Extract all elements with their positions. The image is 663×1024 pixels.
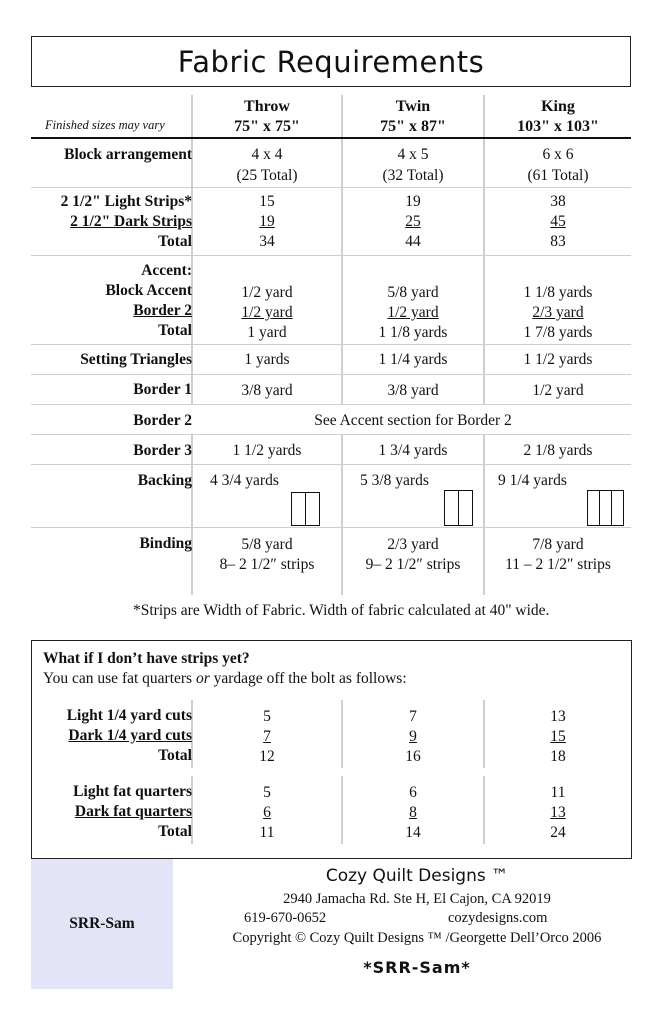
backing-panel-icon — [611, 490, 624, 526]
block-accent-value: 5/8 yard — [387, 284, 439, 301]
strips-total-value: 34 — [259, 233, 275, 250]
row-divider — [31, 527, 631, 528]
accent-border2-label: Border 2 — [133, 302, 192, 319]
backing-value: 5 3/8 yards — [360, 472, 429, 489]
accent-border2-value: 1/2 yard — [387, 304, 439, 321]
light-quarter-label: Light 1/4 yard cuts — [66, 707, 192, 724]
dark-quarter-value: 15 — [550, 728, 566, 745]
binding-strips: 8– 2 1/2″ strips — [219, 556, 315, 573]
light-strips-value: 38 — [550, 193, 566, 210]
dark-quarter-value: 9 — [409, 728, 417, 745]
binding-label: Binding — [139, 535, 192, 552]
company-phone: 619-670-0652 — [244, 910, 327, 926]
dark-strips-label: 2 1/2" Dark Strips — [70, 213, 192, 230]
pattern-code: *SRR-Sam* — [363, 958, 471, 977]
dark-fat-quarter-label: Dark fat quarters — [74, 803, 192, 820]
backing-panel-icon — [444, 490, 459, 526]
light-quarter-value: 7 — [409, 708, 417, 725]
fat-quarter-total-label: Total — [158, 823, 192, 840]
backing-value: 4 3/4 yards — [210, 472, 279, 489]
company-address: 2940 Jamacha Rd. Ste H, El Cajon, CA 92019 — [283, 891, 551, 907]
column-size-king: 103" x 103" — [517, 118, 599, 135]
column-size-throw: 75" x 75" — [234, 118, 300, 135]
border3-value: 2 1/8 yards — [523, 442, 593, 459]
binding-yards: 5/8 yard — [241, 536, 293, 553]
setting-triangles-value: 1 1/4 yards — [378, 351, 448, 368]
accent-border2-value: 1/2 yard — [241, 304, 293, 321]
light-fat-quarter-value: 6 — [409, 784, 417, 801]
dark-fat-quarter-value: 13 — [550, 804, 566, 821]
binding-strips: 11 – 2 1/2″ strips — [505, 556, 611, 573]
border1-label: Border 1 — [133, 381, 192, 398]
block-value: 6 x 6 — [542, 146, 574, 163]
accent-heading: Accent: — [141, 262, 192, 279]
column-size-twin: 75" x 87" — [380, 118, 446, 135]
alt-instructions: You can use fat quarters or yardage off the bolt as follows: — [43, 670, 407, 687]
dark-quarter-value: 7 — [263, 728, 271, 745]
backing-label: Backing — [137, 472, 192, 489]
block-accent-label: Block Accent — [105, 282, 192, 299]
header-rule — [31, 137, 631, 139]
finished-size-note: Finished sizes may vary — [45, 118, 165, 132]
setting-triangles-value: 1 yards — [244, 351, 290, 368]
accent-total-value: 1 1/8 yards — [378, 324, 448, 341]
dark-strips-value: 45 — [550, 213, 566, 230]
row-divider — [31, 434, 631, 435]
quarter-total-value: 18 — [550, 748, 566, 765]
page-title: Fabric Requirements — [177, 44, 485, 79]
fat-quarter-total-value: 24 — [550, 824, 566, 841]
footnote: *Strips are Width of Fabric. Width of fabric calculated at 40" wide. — [133, 602, 550, 619]
accent-total-value: 1 yard — [247, 324, 287, 341]
accent-total-value: 1 7/8 yards — [523, 324, 593, 341]
border1-value: 3/8 yard — [387, 382, 439, 399]
accent-border2-value: 2/3 yard — [532, 304, 584, 321]
light-quarter-value: 13 — [550, 708, 566, 725]
block-total: (25 Total) — [236, 167, 298, 184]
border2-note: See Accent section for Border 2 — [314, 412, 512, 429]
setting-triangles-value: 1 1/2 yards — [523, 351, 593, 368]
border1-value: 3/8 yard — [241, 382, 293, 399]
backing-panel-icon — [458, 490, 473, 526]
border2-label: Border 2 — [133, 412, 192, 429]
block-accent-value: 1 1/8 yards — [523, 284, 593, 301]
light-strips-value: 19 — [405, 193, 421, 210]
backing-value: 9 1/4 yards — [498, 472, 567, 489]
fat-quarter-total-value: 11 — [259, 824, 275, 841]
setting-triangles-label: Setting Triangles — [80, 351, 192, 368]
light-strips-value: 15 — [259, 193, 275, 210]
row-divider — [31, 374, 631, 375]
dark-fat-quarter-value: 6 — [263, 804, 271, 821]
light-fat-quarter-value: 5 — [263, 784, 271, 801]
block-arrangement-label: Block arrangement — [64, 146, 192, 163]
quarter-total-label: Total — [158, 747, 192, 764]
row-divider — [31, 344, 631, 345]
column-name-throw: Throw — [244, 98, 290, 115]
company-name: Cozy Quilt Designs ™ — [325, 866, 509, 886]
fat-quarter-total-value: 14 — [405, 824, 421, 841]
alt-question: What if I don’t have strips yet? — [43, 650, 250, 667]
block-total: (61 Total) — [527, 167, 589, 184]
strips-total-value: 44 — [405, 233, 421, 250]
dark-fat-quarter-value: 8 — [409, 804, 417, 821]
border3-label: Border 3 — [133, 442, 192, 459]
block-value: 4 x 5 — [397, 146, 429, 163]
quarter-total-value: 16 — [405, 748, 421, 765]
strips-total-label: Total — [158, 233, 192, 250]
light-fat-quarter-value: 11 — [550, 784, 566, 801]
column-name-twin: Twin — [395, 98, 431, 115]
dark-strips-value: 25 — [405, 213, 421, 230]
binding-strips: 9– 2 1/2″ strips — [365, 556, 461, 573]
row-divider — [31, 464, 631, 465]
binding-yards: 7/8 yard — [532, 536, 584, 553]
block-total: (32 Total) — [382, 167, 444, 184]
quarter-total-value: 12 — [259, 748, 275, 765]
row-divider — [31, 187, 631, 188]
company-website: cozydesigns.com — [448, 910, 548, 926]
accent-total-label: Total — [158, 322, 192, 339]
title-box — [31, 36, 631, 87]
column-name-king: King — [541, 98, 575, 115]
dark-quarter-label: Dark 1/4 yard cuts — [68, 727, 192, 744]
row-divider — [31, 255, 631, 256]
light-strips-label: 2 1/2" Light Strips* — [60, 193, 192, 210]
light-quarter-value: 5 — [263, 708, 271, 725]
binding-yards: 2/3 yard — [387, 536, 439, 553]
light-fat-quarter-label: Light fat quarters — [73, 783, 192, 800]
block-value: 4 x 4 — [251, 146, 283, 163]
border1-value: 1/2 yard — [532, 382, 584, 399]
sku-badge: SRR-Sam — [31, 859, 173, 989]
backing-panel-icon — [305, 492, 320, 526]
strips-total-value: 83 — [550, 233, 566, 250]
copyright: Copyright © Cozy Quilt Designs ™ /Georgette Dell’Orco 2006 — [232, 930, 602, 946]
backing-panel-icon — [291, 492, 306, 526]
border3-value: 1 1/2 yards — [232, 442, 302, 459]
dark-strips-value: 19 — [259, 213, 275, 230]
block-accent-value: 1/2 yard — [241, 284, 293, 301]
border3-value: 1 3/4 yards — [378, 442, 448, 459]
